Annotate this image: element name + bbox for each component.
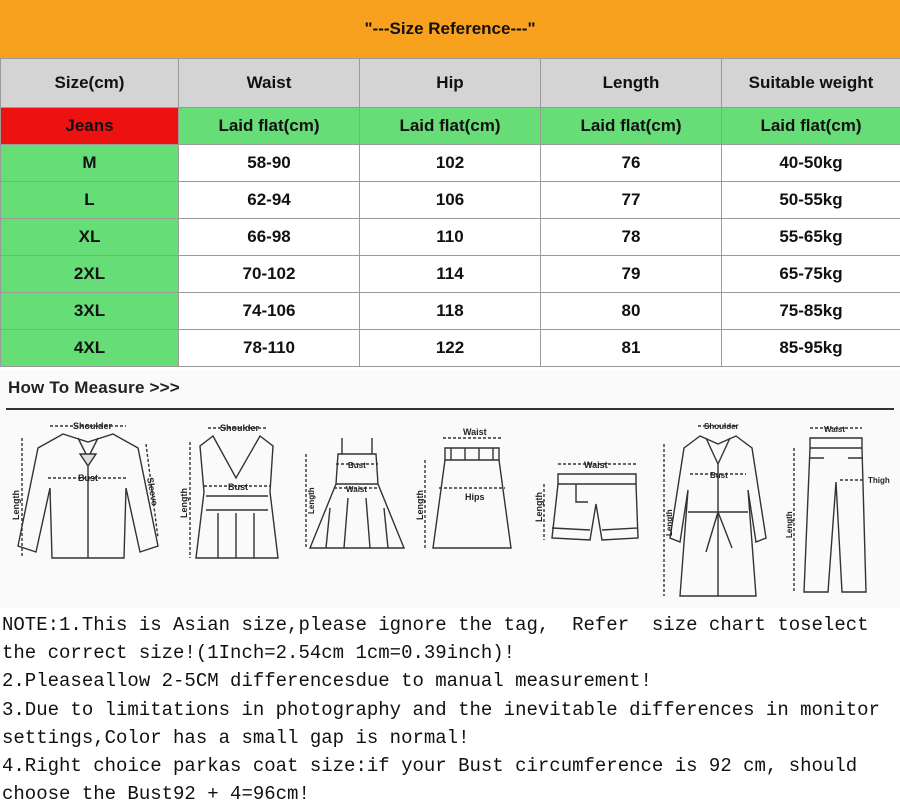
label-length: Length	[307, 487, 316, 514]
hip-cell: 118	[360, 293, 541, 330]
waist-cell: 70-102	[179, 256, 360, 293]
label-length: Length	[11, 490, 21, 520]
table-subheader-row	[1, 108, 900, 145]
label-thigh: Thigh	[868, 476, 890, 485]
table-row	[1, 256, 900, 293]
size-cell: M	[1, 145, 179, 182]
label-bust: Bust	[228, 482, 248, 492]
note-line: 2.Pleaseallow 2-5CM differencesdue to manual measurement!	[2, 670, 652, 693]
weight-cell: 85-95kg	[722, 330, 900, 367]
label-shoulder: Shoulder	[73, 421, 113, 431]
label-length: Length	[179, 488, 189, 518]
label-waist: Waist	[824, 425, 846, 434]
length-cell: 76	[541, 145, 722, 182]
skirt-sketch-icon	[415, 418, 520, 578]
waist-cell: 58-90	[179, 145, 360, 182]
measure-title: How To Measure >>>	[8, 378, 180, 397]
table-row	[1, 182, 900, 219]
weight-cell: 55-65kg	[722, 219, 900, 256]
blouse-sketch-icon	[178, 418, 293, 578]
divider	[6, 408, 894, 410]
note-line: 4.Right choice parkas coat size:if your Bust circumference is 92 cm, should	[2, 755, 858, 778]
hip-cell: 106	[360, 182, 541, 219]
size-cell: XL	[1, 219, 179, 256]
weight-cell: 65-75kg	[722, 256, 900, 293]
hip-cell: 122	[360, 330, 541, 367]
label-bust: Bust	[710, 471, 728, 480]
hip-cell: 110	[360, 219, 541, 256]
length-cell: 77	[541, 182, 722, 219]
label-shoulder: Shoulder	[220, 423, 260, 433]
weight-cell: 40-50kg	[722, 145, 900, 182]
pants-sketch-icon	[780, 418, 895, 598]
label-hips: Hips	[465, 492, 485, 502]
table-row	[1, 293, 900, 330]
header-length: Length	[541, 59, 722, 108]
label-sleeve: Sleeve	[145, 476, 160, 507]
note-line: NOTE:1.This is Asian size,please ignore the tag, Refer size chart toselect	[2, 614, 869, 636]
hip-cell: 114	[360, 256, 541, 293]
waist-cell: 74-106	[179, 293, 360, 330]
label-waist: Waist	[463, 427, 487, 437]
label-length: Length	[665, 509, 674, 536]
length-cell: 78	[541, 219, 722, 256]
size-cell: 4XL	[1, 330, 179, 367]
shirt-sketch-icon	[8, 418, 168, 578]
size-reference-banner	[0, 0, 900, 58]
hip-cell: 102	[360, 145, 541, 182]
subheader-cell: Laid flat(cm)	[541, 108, 722, 145]
note-line: choose the Bust92 + 4=96cm!	[2, 783, 310, 806]
size-cell: 2XL	[1, 256, 179, 293]
size-cell: L	[1, 182, 179, 219]
weight-cell: 75-85kg	[722, 293, 900, 330]
header-hip: Hip	[360, 59, 541, 108]
size-cell: 3XL	[1, 293, 179, 330]
subheader-cell: Laid flat(cm)	[722, 108, 900, 145]
label-waist: Waist	[346, 485, 368, 494]
header-waist: Waist	[179, 59, 360, 108]
weight-cell: 50-55kg	[722, 182, 900, 219]
table-row	[1, 145, 900, 182]
waist-cell: 66-98	[179, 219, 360, 256]
waist-cell: 62-94	[179, 182, 360, 219]
notes-section	[2, 611, 898, 808]
header-weight: Suitable weight	[722, 59, 900, 108]
subheader-cell: Laid flat(cm)	[360, 108, 541, 145]
size-table	[0, 58, 900, 367]
jeans-label: Jeans	[1, 108, 179, 145]
banner-title: "---Size Reference---"	[364, 19, 536, 38]
table-row	[1, 219, 900, 256]
how-to-measure-section	[0, 370, 900, 608]
table-row	[1, 330, 900, 367]
length-cell: 79	[541, 256, 722, 293]
label-waist: Waist	[584, 460, 608, 470]
label-shoulder: Shoulder	[704, 422, 739, 431]
coat-sketch-icon	[660, 418, 775, 598]
note-line: the correct size!(1Inch=2.54cm 1cm=0.39inch)!	[2, 642, 516, 665]
dress-sketch-icon	[300, 418, 410, 578]
label-length: Length	[785, 511, 794, 538]
length-cell: 81	[541, 330, 722, 367]
note-line: 3.Due to limitations in photography and the inevitable differences in monitor	[2, 698, 880, 721]
label-length: Length	[534, 492, 544, 522]
shorts-sketch-icon	[530, 418, 650, 578]
label-bust: Bust	[348, 461, 366, 470]
waist-cell: 78-110	[179, 330, 360, 367]
length-cell: 80	[541, 293, 722, 330]
table-header-row	[1, 59, 900, 108]
label-bust: Bust	[78, 473, 98, 483]
header-size: Size(cm)	[1, 59, 179, 108]
note-line: settings,Color has a small gap is normal!	[2, 726, 470, 749]
subheader-cell: Laid flat(cm)	[179, 108, 360, 145]
label-length: Length	[415, 490, 425, 520]
